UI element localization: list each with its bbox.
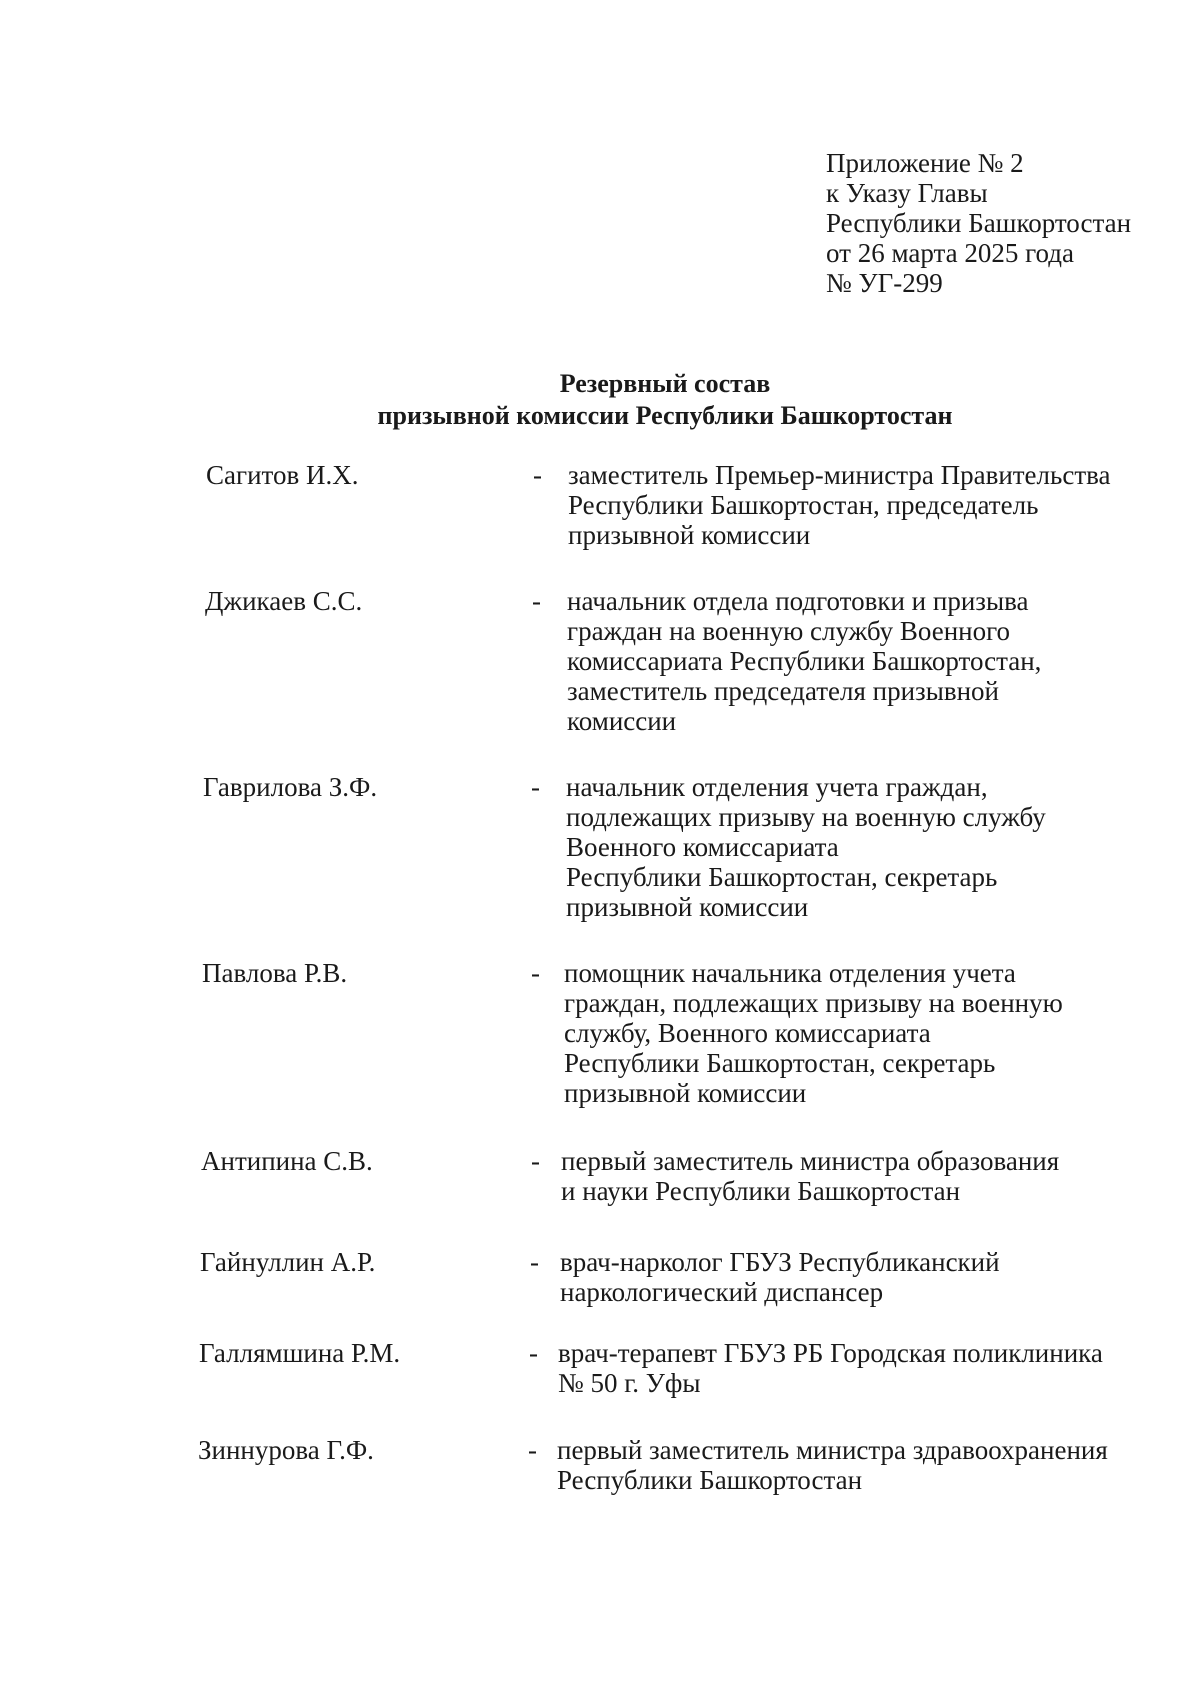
role-line: граждан на военную службу Военного (567, 616, 1010, 646)
member-name: Гайнуллин А.Р. (200, 1247, 376, 1277)
role-line: и науки Республики Башкортостан (561, 1176, 961, 1206)
title-line: Резервный состав (559, 369, 771, 398)
role-line: первый заместитель министра образования (561, 1146, 1060, 1176)
member-name: Павлова Р.В. (202, 958, 348, 988)
member-role (558, 1338, 1103, 1398)
member-name: Антипина С.В. (201, 1146, 373, 1176)
role-line: Военного комиссариата (566, 832, 839, 862)
appendix-line: № УГ-299 (826, 268, 943, 298)
document-title (0, 368, 1200, 432)
member-dash: - (531, 958, 540, 988)
role-line: службу, Военного комиссариата (564, 1018, 931, 1048)
role-line: заместитель Премьер-министра Правительства (568, 460, 1111, 490)
member-dash: - (532, 586, 541, 616)
role-line: призывной комиссии (564, 1078, 807, 1108)
role-line: первый заместитель министра здравоохранения (557, 1435, 1108, 1465)
appendix-header (826, 148, 1131, 298)
member-dash: - (531, 772, 540, 802)
role-line: подлежащих призыву на военную службу (566, 802, 1046, 832)
role-line: Республики Башкортостан (557, 1465, 863, 1495)
role-line: призывной комиссии (566, 892, 809, 922)
appendix-line: Республики Башкортостан (826, 208, 1132, 238)
member-name: Зиннурова Г.Ф. (198, 1435, 374, 1465)
role-line: заместитель председателя призывной (567, 676, 999, 706)
role-line: граждан, подлежащих призыву на военную (564, 988, 1063, 1018)
member-name: Сагитов И.Х. (206, 460, 359, 490)
appendix-line: Приложение № 2 (826, 148, 1024, 178)
role-line: помощник начальника отделения учета (564, 958, 1016, 988)
role-line: Республики Башкортостан, секретарь (564, 1048, 996, 1078)
member-dash: - (533, 460, 542, 490)
appendix-line: от 26 марта 2025 года (826, 238, 1074, 268)
role-line: № 50 г. Уфы (558, 1368, 701, 1398)
member-name: Джикаев С.С. (205, 586, 363, 616)
member-role (566, 772, 1046, 922)
member-role (557, 1435, 1108, 1495)
member-dash: - (528, 1435, 537, 1465)
role-line: начальник отдела подготовки и призыва (567, 586, 1029, 616)
role-line: начальник отделения учета граждан, (566, 772, 988, 802)
member-dash: - (529, 1338, 538, 1368)
role-line: комиссии (567, 706, 677, 736)
role-line: Республики Башкортостан, секретарь (566, 862, 998, 892)
member-name: Гаврилова З.Ф. (203, 772, 378, 802)
member-role (560, 1247, 1000, 1307)
member-dash: - (531, 1146, 540, 1176)
member-name: Галлямшина Р.М. (199, 1338, 401, 1368)
title-line: призывной комиссии Республики Башкортостан (377, 401, 953, 430)
member-role (567, 586, 1041, 736)
member-role (564, 958, 1063, 1108)
role-line: комиссариата Республики Башкортостан, (567, 646, 1042, 676)
member-role (568, 460, 1111, 550)
role-line: врач-терапевт ГБУЗ РБ Городская поликлиника (558, 1338, 1103, 1368)
role-line: наркологический диспансер (560, 1277, 884, 1307)
role-line: врач-нарколог ГБУЗ Республиканский (560, 1247, 1000, 1277)
appendix-line: к Указу Главы (826, 178, 988, 208)
member-dash: - (530, 1247, 539, 1277)
role-line: Республики Башкортостан, председатель (568, 490, 1039, 520)
role-line: призывной комиссии (568, 520, 811, 550)
member-role (561, 1146, 1059, 1206)
